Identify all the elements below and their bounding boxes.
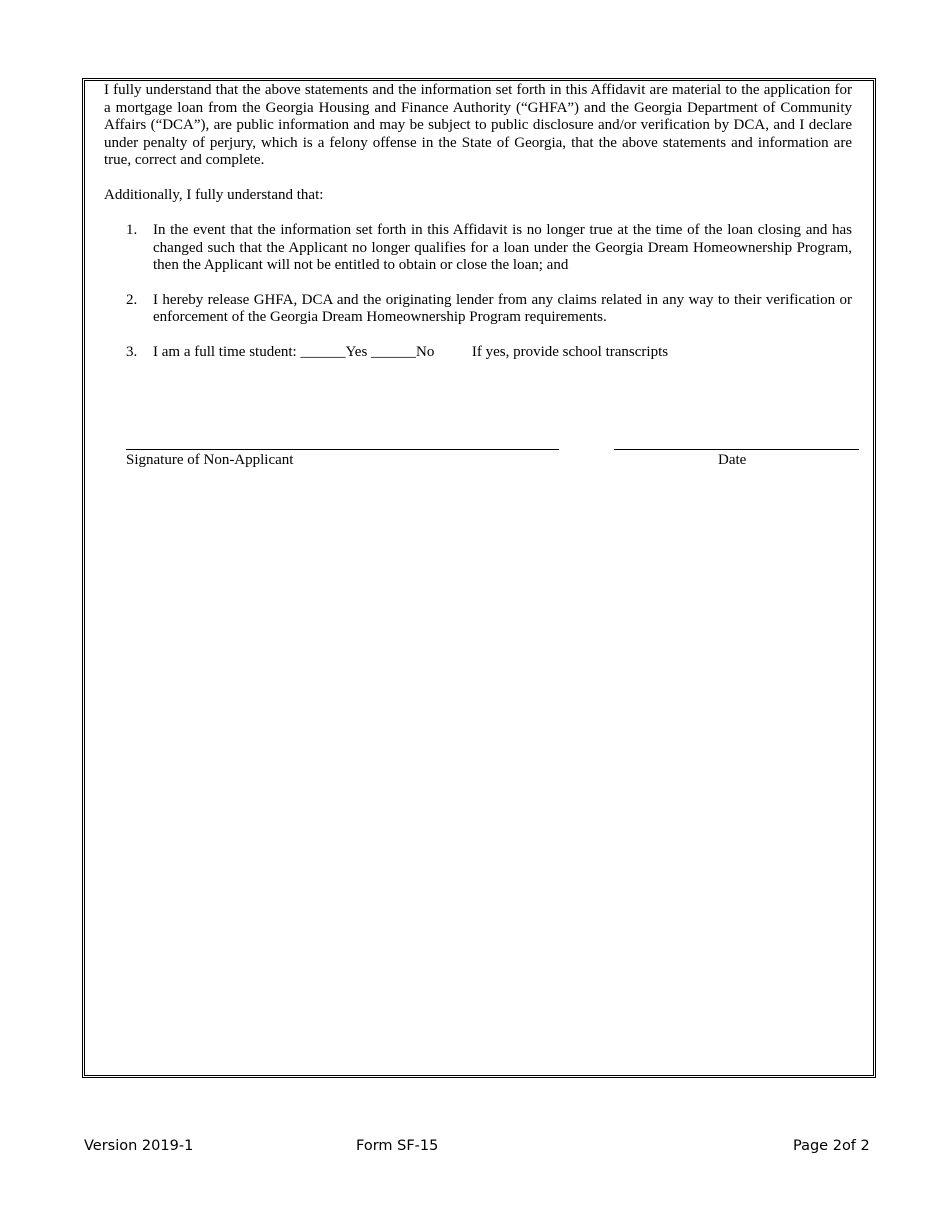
- list-item-number: 1.: [126, 222, 138, 238]
- footer-page-number: Page 2of 2: [793, 1138, 870, 1154]
- list-item: [104, 222, 852, 275]
- signature-line[interactable]: [126, 449, 559, 450]
- conditions-list: [104, 222, 852, 361]
- date-line[interactable]: [614, 449, 859, 450]
- lead-paragraph: Additionally, I fully understand that:: [104, 186, 324, 203]
- affidavit-body: [104, 82, 852, 378]
- list-item-text: In the event that the information set forth in this Affidavit is no longer true at the time of the loan closing and has changed such that the Applicant no longer qualifies for a loan under the Georgia Dream Homeownership Program, then the Applicant will not be entitled to obtain or close the loan; and: [153, 222, 852, 273]
- signature-label: Signature of Non-Applicant: [126, 452, 294, 468]
- list-item-text: I hereby release GHFA, DCA and the originating lender from any claims related in any way to their verification or enforcement of the Georgia Dream Homeownership Program requirements.: [153, 291, 852, 325]
- footer-form: Form SF-15: [356, 1138, 439, 1154]
- footer-version: Version 2019-1: [84, 1138, 194, 1154]
- list-item: [104, 344, 852, 362]
- list-item: [104, 292, 852, 327]
- date-label: Date: [718, 452, 747, 468]
- list-item-number: 2.: [126, 291, 138, 308]
- full-time-student-field[interactable]: I am a full time student: ______Yes ______No If yes, provide school transcripts: [153, 343, 669, 360]
- intro-paragraph: I fully understand that the above statements and the information set forth in this Affidavit are material to the application for a mortgage loan from the Georgia Housing and Finance Authority (“GHFA”) and the Georgia Department of Community Affairs (“DCA”), are public information and may be subject to public disclosure and/or verification by DCA, and I declare under penalty of perjury, which is a felony offense in the State of Georgia, that the above statements and information are true, correct and complete.: [104, 82, 852, 168]
- list-item-number: 3.: [126, 343, 138, 360]
